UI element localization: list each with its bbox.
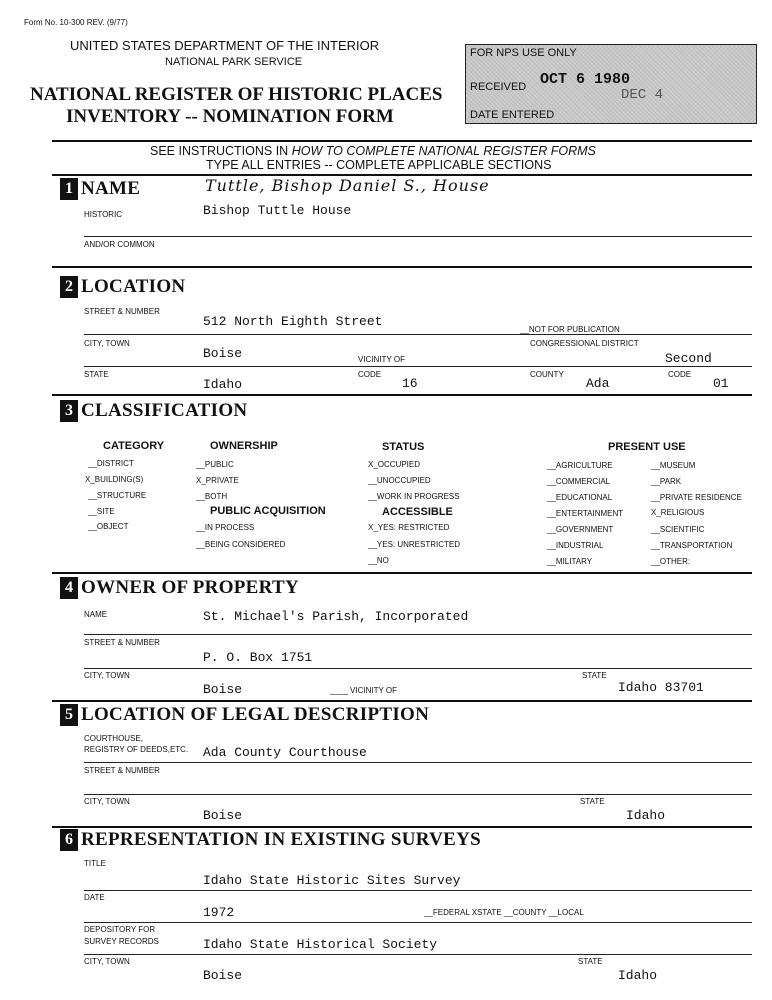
accessible-no: __NO [368,556,389,565]
survey-city-value: Boise [203,968,243,983]
owner-name-label: NAME [84,610,108,619]
accessible-restricted: X_YES: RESTRICTED [368,523,450,532]
county-label: COUNTY [530,370,564,379]
registry-state-label: STATE [580,797,605,806]
date-entered-label: DATE ENTERED [470,109,555,121]
state-code-value: 16 [402,376,418,391]
registry-city-label: CITY, TOWN [84,797,130,806]
vicinity-label: VICINITY OF [358,355,405,364]
section-1-heading [60,178,140,200]
courthouse-label-line1: COURTHOUSE, [84,734,143,743]
form-title-line1: NATIONAL REGISTER OF HISTORIC PLACES [30,84,443,105]
survey-city-label: CITY, TOWN [84,957,130,966]
divider [52,572,752,574]
owner-state-value: Idaho 83701 [618,680,704,695]
nps-box-label: FOR NPS USE ONLY [470,47,577,59]
use-entertainment: __ENTERTAINMENT [547,509,624,518]
status-occupied: X_OCCUPIED [368,460,421,469]
common-name-label: AND/OR COMMON [84,240,155,249]
depository-value: Idaho State Historical Society [203,937,438,952]
city-value: Boise [203,346,243,361]
congressional-district-value: Second [665,351,712,366]
present-use-heading: PRESENT USE [608,441,686,453]
section-6-heading [60,829,481,851]
category-site: __SITE [88,507,115,516]
depository-label-line2: SURVEY RECORDS [84,937,159,946]
category-object: __OBJECT [88,522,129,531]
not-for-publication: __NOT FOR PUBLICATION [520,325,620,334]
service-name: NATIONAL PARK SERVICE [165,56,303,68]
received-stamp-second: DEC 4 [621,87,664,103]
instructions-line1 [150,144,596,158]
department-name: UNITED STATES DEPARTMENT OF THE INTERIOR [70,38,380,53]
section-5-heading [60,704,429,726]
divider [84,634,752,635]
survey-state-label: STATE [578,957,603,966]
use-military: __MILITARY [547,557,593,566]
historic-label: HISTORIC [84,210,123,219]
survey-date-label: DATE [84,893,105,902]
section-4-heading [60,577,299,599]
owner-street-value: P. O. Box 1751 [203,650,313,665]
ownership-both: __BOTH [196,492,228,501]
form-number: Form No. 10-300 REV. (9/77) [24,18,128,27]
section-2-heading [60,276,185,298]
historic-name-value: Bishop Tuttle House [203,203,352,218]
use-government: __GOVERNMENT [547,525,614,534]
use-park: __PARK [651,477,682,486]
use-industrial: __INDUSTRIAL [547,541,604,550]
divider [52,700,752,702]
divider [84,762,752,763]
county-value: Ada [586,376,610,391]
depository-label-line1: DEPOSITORY FOR [84,925,156,934]
registry-street-label: STREET & NUMBER [84,766,160,775]
section-title: REPRESENTATION IN EXISTING SURVEYS [81,829,482,850]
section-title: CLASSIFICATION [81,400,248,421]
divider [84,236,752,237]
section-number: 1 [60,178,78,200]
state-value: Idaho [203,377,243,392]
ownership-heading: OWNERSHIP [210,440,278,452]
section-number: 4 [60,577,78,599]
section-number: 2 [60,276,78,298]
use-museum: __MUSEUM [651,461,696,470]
use-commercial: __COMMERCIAL [547,477,611,486]
divider [84,794,752,795]
acquisition-in-process: __IN PROCESS [196,523,255,532]
owner-vicinity-label: ____ VICINITY OF [330,686,397,695]
courthouse-label-line2: REGISTRY OF DEEDS,ETC. [84,745,189,754]
survey-state-value: Idaho [618,968,658,983]
form-title-line2: INVENTORY -- NOMINATION FORM [66,106,394,127]
divider [84,922,752,923]
instructions-line2: TYPE ALL ENTRIES -- COMPLETE APPLICABLE SECTIONS [206,158,552,172]
status-unoccupied: __UNOCCUPIED [368,476,431,485]
use-scientific: __SCIENTIFIC [651,525,705,534]
accessible-heading: ACCESSIBLE [382,506,453,518]
survey-title-value: Idaho State Historic Sites Survey [203,873,461,888]
owner-city-label: CITY, TOWN [84,671,130,680]
divider [84,334,752,335]
accessible-unrestricted: __YES: UNRESTRICTED [368,540,461,549]
section-number: 3 [60,400,78,422]
use-other: __OTHER: [651,557,691,566]
street-value: 512 North Eighth Street [203,314,383,329]
use-private-residence: __PRIVATE RESIDENCE [651,493,742,502]
received-stamp: OCT 6 1980 [540,71,631,88]
survey-title-label: TITLE [84,859,106,868]
registry-state-value: Idaho [626,808,666,823]
divider [84,668,752,669]
courthouse-value: Ada County Courthouse [203,745,367,760]
divider [52,826,752,828]
use-transportation: __TRANSPORTATION [651,541,733,550]
status-heading: STATUS [382,441,425,453]
use-educational: __EDUCATIONAL [547,493,613,502]
ownership-public: __PUBLIC [196,460,234,469]
acquisition-being-considered: __BEING CONSIDERED [196,540,286,549]
section-number: 6 [60,829,78,851]
county-code-label: CODE [668,370,692,379]
divider [52,266,752,268]
city-label: CITY, TOWN [84,339,130,348]
category-district: __DISTRICT [88,459,134,468]
received-label: RECEIVED [470,81,527,93]
status-work-in-progress: __WORK IN PROGRESS [368,492,460,501]
state-label: STATE [84,370,109,379]
owner-street-label: STREET & NUMBER [84,638,160,647]
owner-state-label: STATE [582,671,607,680]
category-structure: __STRUCTURE [88,491,147,500]
divider [84,954,752,955]
street-label: STREET & NUMBER [84,307,160,316]
use-agriculture: __AGRICULTURE [547,461,613,470]
section-title: LOCATION OF LEGAL DESCRIPTION [81,704,430,725]
public-acquisition-heading: PUBLIC ACQUISITION [210,505,326,517]
survey-date-value: 1972 [203,905,235,920]
owner-name-value: St. Michael's Parish, Incorporated [203,609,469,624]
divider [52,394,752,396]
section-3-heading [60,400,247,422]
divider [52,140,752,142]
category-heading: CATEGORY [103,440,165,452]
section-title: LOCATION [81,276,186,297]
code-label: CODE [358,370,382,379]
section-number: 5 [60,704,78,726]
survey-levels: __FEDERAL XSTATE __COUNTY __LOCAL [424,908,584,917]
divider [84,890,752,891]
ownership-private: X_PRIVATE [196,476,239,485]
instructions-text: SEE INSTRUCTIONS IN [150,144,292,158]
handwritten-historic-name: Tuttle, Bishop Daniel S., House [205,176,490,195]
owner-city-value: Boise [203,682,243,697]
section-title: NAME [81,178,141,199]
category-building: X_BUILDING(S) [85,475,144,484]
instructions-emphasis: HOW TO COMPLETE NATIONAL REGISTER FORMS [291,144,596,158]
nps-use-box [465,44,757,124]
registry-city-value: Boise [203,808,243,823]
section-title: OWNER OF PROPERTY [81,577,300,598]
divider [84,366,752,367]
county-code-value: 01 [713,376,729,391]
use-religious: X_RELIGIOUS [651,508,705,517]
congressional-district-label: CONGRESSIONAL DISTRICT [530,339,639,348]
